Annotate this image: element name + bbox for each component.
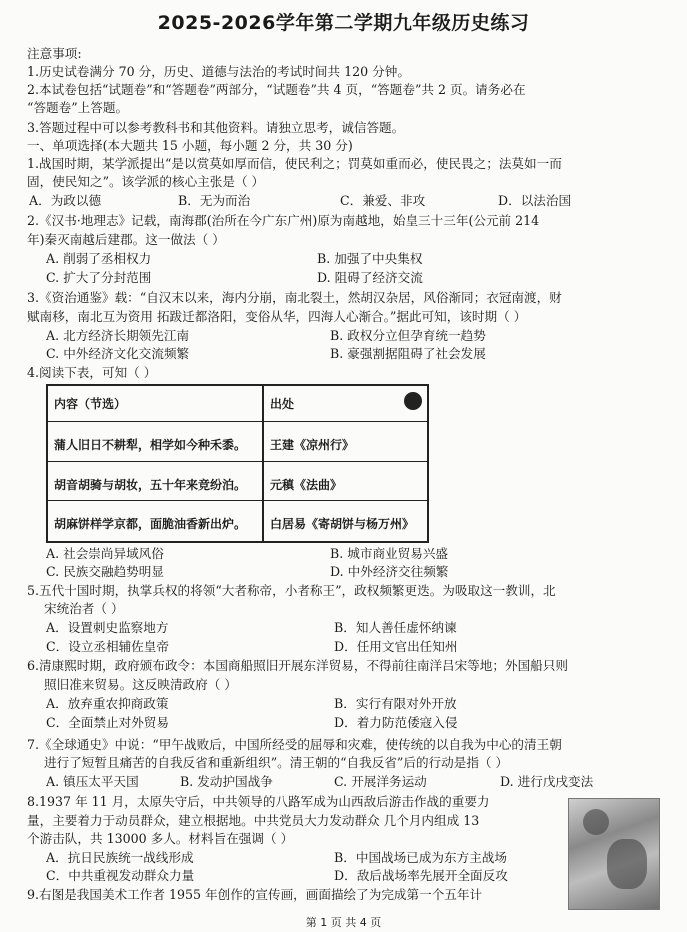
q5-option-a: A．设置刺史监察地方 xyxy=(46,620,169,635)
q3-option-a: A. 北方经济长期领先江南 xyxy=(46,328,190,343)
q2-option-c: C. 扩大了分封范围 xyxy=(46,270,152,285)
note-1: 1.历史试卷满分 70 分，历史、道德与法治的考试时间共 120 分钟。 xyxy=(27,64,410,79)
section-heading: 一、单项选择(本大题共 15 小题，每小题 2 分，共 30 分) xyxy=(27,138,353,153)
q8-stem: 8.1937 年 11 月，太原失守后，中共领导的八路军成为山西敌后游击作战的重要力 xyxy=(27,794,490,809)
page-title: 2025-2026学年第二学期九年级历史练习 xyxy=(157,12,530,34)
q3-option-d: B. 豪强割据阻碍了社会发展 xyxy=(330,346,486,361)
table-row-2-content: 胡音胡骑与胡妆，五十年来竞纷泊。 xyxy=(54,478,247,492)
q6-option-c: C．全面禁止对外贸易 xyxy=(46,715,169,730)
q8-stem-cont: 量，主要着力于动员群众，建立根据地。中共党员大力发动群众 几个月内组成 13 xyxy=(27,813,480,828)
table-row xyxy=(48,461,427,462)
q1-stem: 1.战国时期，某学派提出“是以赏莫如厚而信，使民利之；罚莫如重而必，使民畏之；法莫如一而 xyxy=(27,156,562,171)
table-divider xyxy=(262,386,264,541)
table-row-1-content: 蒲人旧日不耕犁，相学如今种禾黍。 xyxy=(54,438,247,452)
q7-option-a: A. 镇压太平天国 xyxy=(46,774,139,789)
table-row-1-source: 王建《凉州行》 xyxy=(270,438,355,452)
q5-option-c: C．设立丞相辅佐皇帝 xyxy=(46,639,169,654)
q3-stem-cont: 赋南移，南北互为资用 拓跋迁都洛阳，变俗从华，四海人心渐合。”据此可知，该时期（ ） xyxy=(27,309,527,324)
note-3: 3.答题过程中可以参考教科书和其他资料。请独立思考，诚信答题。 xyxy=(27,120,405,135)
q1-option-c: C．兼爱、非攻 xyxy=(340,193,426,208)
propaganda-poster-image xyxy=(568,798,660,910)
page-footer: 第 1 页 共 4 页 xyxy=(305,916,382,929)
table-dot-mark xyxy=(404,392,422,410)
q9-stem: 9.右图是我国美术工作者 1955 年创作的宣传画，画面描绘了为完成第一个五年计 xyxy=(27,887,483,902)
q5-option-b: B．知人善任虚怀纳谏 xyxy=(334,620,457,635)
q6-option-b: B．实行有限对外开放 xyxy=(334,696,457,711)
q4-option-a: A. 社会崇尚异域风俗 xyxy=(46,546,164,561)
q7-option-c: C. 开展洋务运动 xyxy=(334,774,427,789)
q2-stem-cont: 年)秦灭南越后建郡。这一做法（ ） xyxy=(27,232,225,247)
q2-option-a: A. 削弱了丞相权力 xyxy=(46,251,152,266)
q6-option-d: D．着力防范倭寇入侵 xyxy=(334,715,458,730)
q8-stem-cont-2: 个游击队，共 13000 多人。材料旨在强调（ ） xyxy=(27,831,294,846)
table-row-2-source: 元稹《法曲》 xyxy=(270,478,343,492)
q8-option-d: D．敌后战场率先展开全面反攻 xyxy=(334,868,508,883)
q7-option-d: D. 进行戊戌变法 xyxy=(500,774,594,789)
q4-table xyxy=(46,384,429,543)
table-header-content: 内容（节选） xyxy=(54,397,127,411)
table-row-3-source: 白居易《寄胡饼与杨万州》 xyxy=(270,517,415,531)
q1-option-d: D．以法治国 xyxy=(498,193,572,208)
q1-option-a: A．为政以德 xyxy=(29,193,102,208)
q3-option-c: C. 中外经济文化交流频繁 xyxy=(46,346,190,361)
note-2: 2.本试卷包括“试题卷”和“答题卷”两部分，“试题卷”共 4 页，“答题卷”共 2 页。请务必在 xyxy=(27,82,526,97)
q5-option-d: D．任用文官出任知州 xyxy=(334,639,458,654)
q5-stem: 5.五代十国时期，执掌兵权的将领“大者称帝，小者称王”，政权频繁更迭。为吸取这一教训，北 xyxy=(27,583,556,598)
q7-option-b: B. 发动护国战争 xyxy=(180,774,273,789)
q1-stem-cont: 固，使民知之”。该学派的核心主张是（ ） xyxy=(27,174,265,189)
q8-option-c: C．中共重视发动群众力量 xyxy=(46,868,195,883)
q4-option-c: C. 民族交融趋势明显 xyxy=(46,564,164,579)
q4-option-d: D. 中外经济交往频繁 xyxy=(330,564,449,579)
q6-stem: 6.清康熙时期，政府颁布政令：本国商船照旧开展东洋贸易，不得前往南洋吕宋等地；外国船只则 xyxy=(27,658,568,673)
q6-stem-cont: 照旧准来贸易。这反映清政府（ ） xyxy=(44,677,237,692)
q8-option-b: B．中国战场已成为东方主战场 xyxy=(334,850,507,865)
q7-stem: 7.《全球通史》中说：“甲午战败后，中国所经受的屈辱和灾难，使传统的以自我为中心的清王朝 xyxy=(27,737,562,752)
q2-option-b: B. 加强了中央集权 xyxy=(317,251,423,266)
q2-option-d: D. 阻碍了经济交流 xyxy=(317,270,423,285)
table-row xyxy=(48,500,427,501)
table-row-3-content: 胡麻饼样学京都，面脆油香新出炉。 xyxy=(54,517,247,531)
poster-figure-head xyxy=(583,809,609,835)
q4-option-b: B. 城市商业贸易兴盛 xyxy=(330,546,449,561)
note-2-cont: “答题卷”上答题。 xyxy=(27,100,129,115)
q3-option-b: B. 政权分立但孕育统一趋势 xyxy=(330,328,486,343)
q1-option-b: B．无为而治 xyxy=(178,193,251,208)
table-header-source: 出处 xyxy=(270,397,295,411)
q6-option-a: A．放弃重农抑商政策 xyxy=(46,696,169,711)
q8-option-a: A．抗日民族统一战线形成 xyxy=(46,850,194,865)
q7-stem-cont: 进行了短暂且痛苦的自我反省和重新组织”。清王朝的“自我反省”后的行动是指（ ） xyxy=(44,755,509,770)
notes-heading: 注意事项: xyxy=(27,46,82,61)
q5-stem-cont: 宋统治者（ ） xyxy=(44,601,124,616)
q2-stem: 2.《汉书·地理志》记载，南海郡(治所在今广东广州)原为南越地，始皇三十三年(公元前 214 xyxy=(27,213,540,228)
q3-stem: 3.《资治通鉴》载：“自汉末以来，海内分崩，南北裂土，然胡汉杂居，风俗渐同；衣冠南渡，财 xyxy=(27,290,562,305)
poster-figure-body xyxy=(607,839,647,889)
table-row xyxy=(48,421,427,422)
q4-stem: 4.阅读下表，可知（ ） xyxy=(27,365,157,380)
